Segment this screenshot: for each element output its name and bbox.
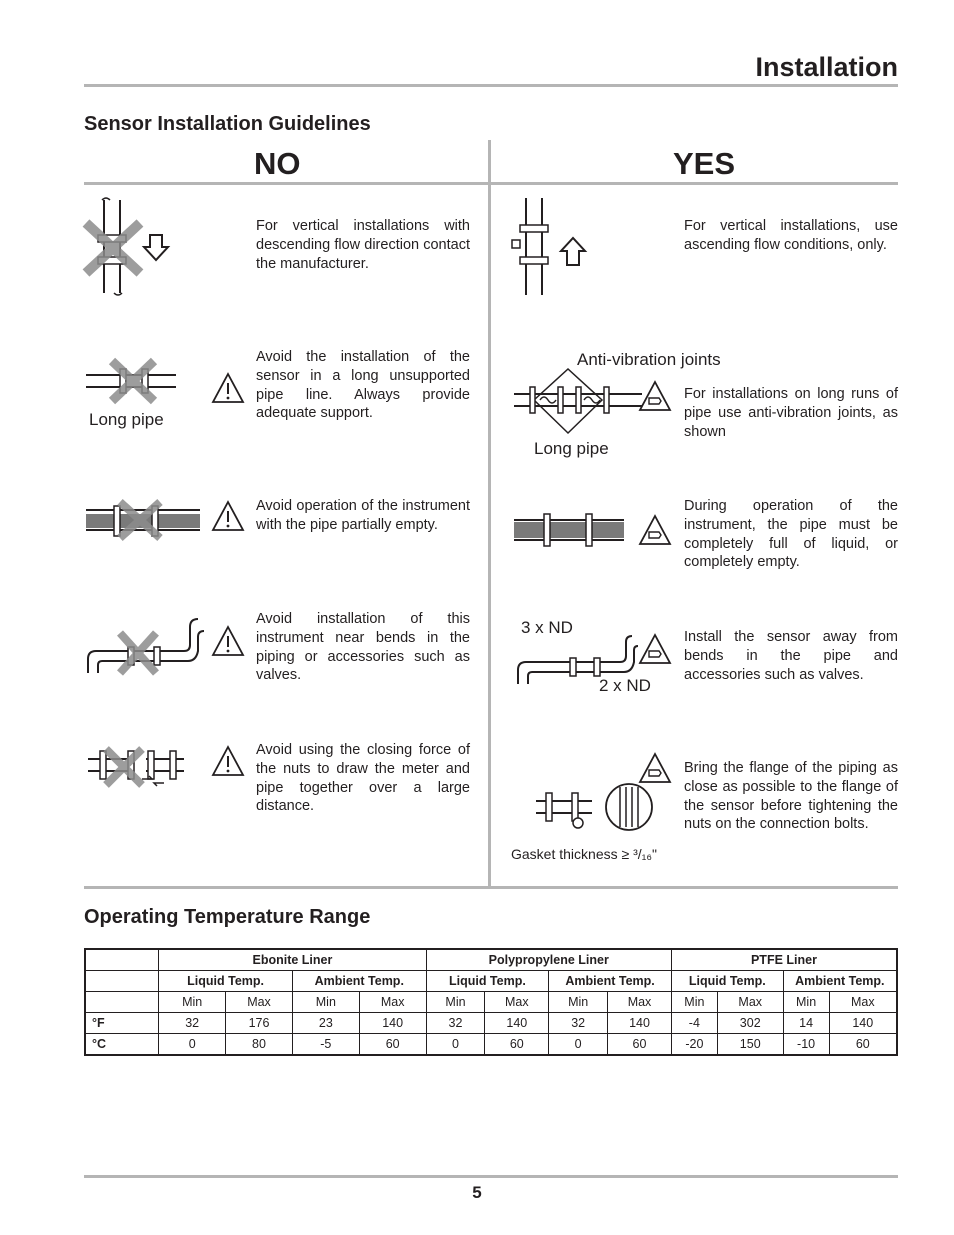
warning-icon bbox=[211, 625, 245, 657]
table-cell: 32 bbox=[426, 1013, 485, 1034]
minmax-header: Min bbox=[783, 992, 829, 1013]
group-header: Ambient Temp. bbox=[292, 971, 426, 992]
table-cell: 0 bbox=[426, 1034, 485, 1056]
yes-item-4-text: Install the sensor away from bends in the pipe and accessories such as valves. bbox=[684, 629, 898, 683]
yes-long-pipe-label: Long pipe bbox=[534, 439, 609, 458]
header-rule bbox=[84, 84, 898, 87]
guidelines-title: Sensor Installation Guidelines bbox=[84, 113, 371, 135]
table-cell: -5 bbox=[292, 1034, 359, 1056]
no-item-4-text: Avoid installation of this instrument near bends in the piping or accessories such as valves. bbox=[256, 611, 470, 684]
partially-empty-pipe-illustration bbox=[84, 498, 204, 538]
liner-header: Ebonite Liner bbox=[159, 949, 426, 971]
table-corner bbox=[85, 971, 159, 992]
warning-icon bbox=[211, 745, 245, 777]
info-icon bbox=[638, 514, 672, 546]
table-cell: -10 bbox=[783, 1034, 829, 1056]
minmax-header: Min bbox=[671, 992, 717, 1013]
table-cell: 150 bbox=[717, 1034, 783, 1056]
three-nd-label: 3 x ND bbox=[521, 618, 573, 637]
liner-header: Polypropylene Liner bbox=[426, 949, 671, 971]
page-title: Installation bbox=[755, 52, 898, 82]
table-cell: 32 bbox=[159, 1013, 226, 1034]
info-icon bbox=[638, 752, 672, 784]
yes-item-2-text: For installations on long runs of pipe use anti-vibration joints, as shown bbox=[684, 386, 898, 440]
anti-vibration-illustration bbox=[510, 367, 650, 437]
table-corner bbox=[85, 992, 159, 1013]
table-cell: 14 bbox=[783, 1013, 829, 1034]
minmax-header: Max bbox=[359, 992, 426, 1013]
yes-item-5-text: Bring the flange of the piping as close as possible to the flange of the sensor before tightening the nuts on the connection bolts. bbox=[684, 760, 898, 833]
yes-item-3-text: During operation of the instrument, the pipe must be completely full of liquid, or completely empty. bbox=[684, 498, 898, 571]
table-cell: 60 bbox=[359, 1034, 426, 1056]
table-cell: 60 bbox=[608, 1034, 672, 1056]
two-nd-label: 2 x ND bbox=[599, 676, 651, 695]
column-divider bbox=[488, 140, 491, 887]
group-header: Ambient Temp. bbox=[549, 971, 672, 992]
table-cell: 140 bbox=[359, 1013, 426, 1034]
vertical-ascending-flow-illustration bbox=[506, 195, 586, 300]
no-item-1-text: For vertical installations with descending flow direction contact the manufacturer. bbox=[256, 218, 470, 272]
minmax-header: Max bbox=[717, 992, 783, 1013]
vertical-descending-flow-illustration bbox=[80, 195, 180, 300]
flange-close-illustration bbox=[532, 785, 657, 835]
info-icon bbox=[638, 633, 672, 665]
group-header: Liquid Temp. bbox=[671, 971, 783, 992]
footer-rule bbox=[84, 1175, 898, 1178]
table-corner bbox=[85, 949, 159, 971]
table-cell: 0 bbox=[549, 1034, 608, 1056]
no-item-5-text: Avoid using the closing force of the nuts to draw the meter and pipe together over a large distance. bbox=[256, 742, 470, 815]
table-cell: 23 bbox=[292, 1013, 359, 1034]
table-cell: 140 bbox=[485, 1013, 549, 1034]
unit-label: °C bbox=[85, 1034, 159, 1056]
table-row bbox=[85, 992, 897, 1013]
table-row bbox=[85, 971, 897, 992]
minmax-header: Min bbox=[159, 992, 226, 1013]
minmax-header: Max bbox=[226, 992, 293, 1013]
minmax-header: Max bbox=[829, 992, 897, 1013]
no-item-2-text: Avoid the installation of the sensor in a long unsupported pipe line. Always provide adequate support. bbox=[256, 349, 470, 422]
away-from-bends-illustration bbox=[512, 630, 642, 688]
no-long-pipe-label: Long pipe bbox=[89, 410, 164, 429]
liner-header: PTFE Liner bbox=[671, 949, 897, 971]
table-cell: 32 bbox=[549, 1013, 608, 1034]
table-cell: -4 bbox=[671, 1013, 717, 1034]
table-cell: 80 bbox=[226, 1034, 293, 1056]
minmax-header: Min bbox=[292, 992, 359, 1013]
long-pipe-no-illustration bbox=[82, 355, 182, 405]
nuts-closing-force-illustration bbox=[84, 745, 194, 790]
warning-icon bbox=[211, 372, 245, 404]
minmax-header: Min bbox=[549, 992, 608, 1013]
minmax-header: Max bbox=[485, 992, 549, 1013]
table-cell: 0 bbox=[159, 1034, 226, 1056]
gasket-label: Gasket thickness ≥ ³/₁₆" bbox=[511, 846, 657, 862]
table-cell: 140 bbox=[829, 1013, 897, 1034]
yes-heading: YES bbox=[673, 146, 736, 181]
table-cell: 176 bbox=[226, 1013, 293, 1034]
near-bends-no-illustration bbox=[84, 615, 204, 677]
table-cell: 140 bbox=[608, 1013, 672, 1034]
table-row bbox=[85, 949, 897, 971]
table-row bbox=[85, 1034, 897, 1056]
group-header: Liquid Temp. bbox=[159, 971, 293, 992]
guidelines-bottom-rule bbox=[84, 886, 898, 889]
table-cell: 60 bbox=[485, 1034, 549, 1056]
anti-vibration-label: Anti-vibration joints bbox=[577, 350, 721, 369]
group-header: Liquid Temp. bbox=[426, 971, 549, 992]
minmax-header: Max bbox=[608, 992, 672, 1013]
heading-rule bbox=[84, 182, 898, 185]
table-row bbox=[85, 1013, 897, 1034]
yes-item-1-text: For vertical installations, use ascending flow conditions, only. bbox=[684, 218, 898, 253]
minmax-header: Min bbox=[426, 992, 485, 1013]
page-number: 5 bbox=[472, 1183, 482, 1202]
no-item-3-text: Avoid operation of the instrument with the pipe partially empty. bbox=[256, 498, 470, 533]
temperature-title: Operating Temperature Range bbox=[84, 906, 371, 928]
table-cell: -20 bbox=[671, 1034, 717, 1056]
full-pipe-illustration bbox=[512, 510, 627, 548]
table-cell: 302 bbox=[717, 1013, 783, 1034]
warning-icon bbox=[211, 500, 245, 532]
no-heading: NO bbox=[254, 146, 301, 181]
group-header: Ambient Temp. bbox=[783, 971, 897, 992]
info-icon bbox=[638, 380, 672, 412]
table-cell: 60 bbox=[829, 1034, 897, 1056]
unit-label: °F bbox=[85, 1013, 159, 1034]
temperature-table bbox=[84, 948, 898, 1056]
